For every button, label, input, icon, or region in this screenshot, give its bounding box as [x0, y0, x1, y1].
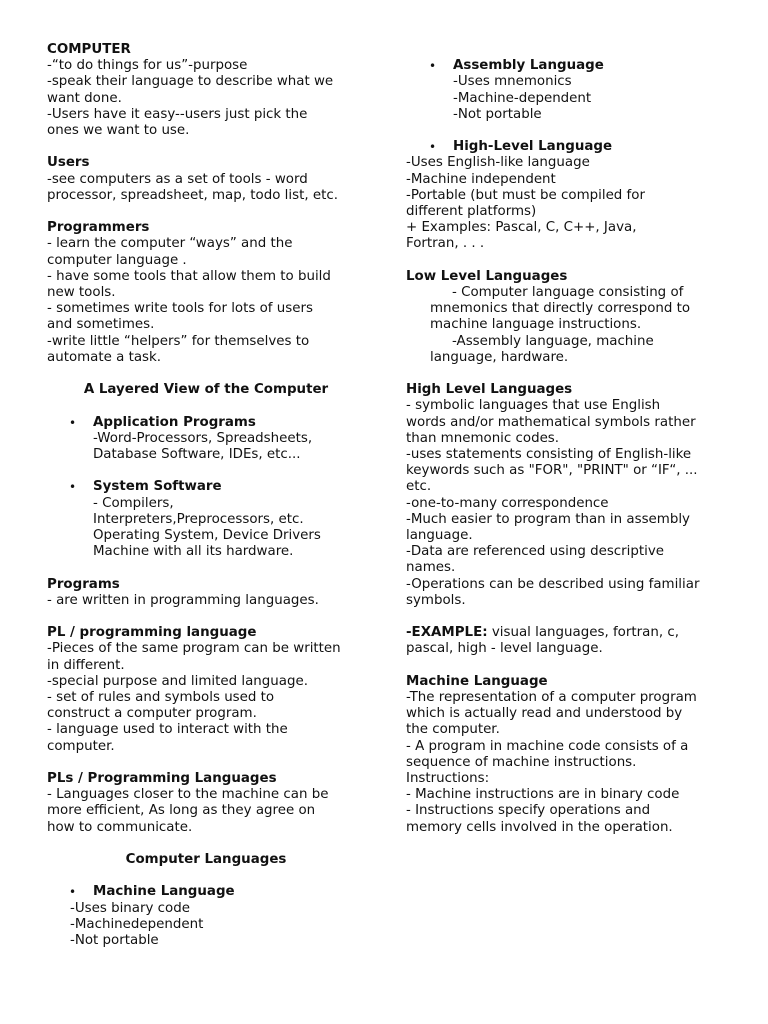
line-text: symbols. — [406, 592, 466, 608]
line-text: different platforms) — [406, 204, 537, 219]
line-text: computer language . — [47, 252, 187, 268]
text-line — [406, 512, 736, 528]
text-line — [406, 398, 736, 414]
blank-line — [406, 658, 736, 674]
text-line — [47, 933, 365, 949]
line-text: + Examples: Pascal, C, C++, Java, — [406, 220, 637, 236]
line-text: PLs / Programming Languages — [47, 771, 277, 787]
line-text: -Machine-dependent — [453, 90, 592, 106]
line-text: - Languages closer to the machine can be — [47, 787, 329, 803]
bullet-icon: • — [429, 140, 437, 155]
line-text: -Machinedependent — [70, 916, 204, 932]
line-text: -Pieces of the same program can be written — [47, 641, 341, 657]
text-line — [47, 317, 365, 333]
text-line — [47, 447, 365, 463]
line-text: -Portable (but must be compiled for — [406, 187, 645, 203]
text-line — [406, 463, 736, 479]
text-line — [47, 123, 365, 139]
text-line — [406, 496, 736, 512]
line-text: more efficient, As long as they agree on — [47, 803, 316, 819]
heading — [47, 479, 365, 495]
line-text: -Users have it easy--users just pick the — [47, 106, 308, 122]
line-text: Operating System, Device Drivers — [93, 528, 321, 544]
line-text: in different. — [47, 657, 125, 673]
line-text: - Machine instructions are in binary code — [406, 787, 680, 803]
text-line — [406, 172, 736, 188]
text-line — [47, 722, 365, 738]
text-line — [406, 317, 736, 333]
line-text: Machine with all its hardware. — [93, 544, 294, 560]
line-text: keywords such as "FOR", "PRINT" or “IF“, ... — [406, 463, 698, 479]
line-text: computer. — [47, 738, 115, 754]
blank-line — [47, 560, 365, 576]
text-line — [406, 236, 736, 252]
line-text: Instructions: — [406, 771, 490, 787]
line-text: -Data are referenced using descriptive — [406, 544, 665, 560]
right-column — [406, 42, 736, 836]
line-text: - symbolic languages that use English — [406, 398, 661, 414]
heading — [406, 58, 736, 74]
blank-line — [406, 253, 736, 269]
line-text: -one-to-many correspondence — [406, 495, 609, 511]
heading — [47, 220, 365, 236]
blank-line — [47, 868, 365, 884]
text-line — [406, 431, 736, 447]
text-line — [47, 901, 365, 917]
line-text: -Assembly language, machine — [452, 333, 654, 349]
line-text: - set of rules and symbols used to — [47, 690, 275, 706]
line-text: pascal, high - level language. — [406, 641, 603, 657]
line-text: new tools. — [47, 285, 116, 301]
line-text: Programmers — [47, 220, 150, 236]
heading — [47, 625, 365, 641]
line-text: etc. — [406, 479, 432, 495]
line-text: - Instructions specify operations and — [406, 803, 651, 819]
text-line — [406, 204, 736, 220]
text-line — [47, 658, 365, 674]
heading — [47, 42, 365, 58]
heading — [47, 382, 365, 398]
line-text: -Uses mnemonics — [453, 74, 572, 90]
text-line — [406, 447, 736, 463]
line-text: - sometimes write tools for lots of users — [47, 301, 313, 317]
text-line — [47, 334, 365, 350]
text-line — [47, 544, 365, 560]
line-text: memory cells involved in the operation. — [406, 819, 673, 835]
line-text: - Computer language consisting of — [452, 285, 684, 300]
line-text: -“to do things for us”-purpose — [47, 58, 248, 74]
line-text: Machine Language — [406, 673, 548, 689]
text-line — [406, 544, 736, 560]
text-line — [406, 690, 736, 706]
text-line — [47, 496, 365, 512]
text-line — [47, 917, 365, 933]
text-line — [47, 593, 365, 609]
line-text: ones we want to use. — [47, 123, 190, 139]
line-text: Application Programs — [93, 414, 256, 430]
line-text: -Machine independent — [406, 171, 556, 187]
line-text: language, hardware. — [430, 349, 569, 365]
line-text: construct a computer program. — [47, 706, 257, 722]
text-line — [47, 739, 365, 755]
line-text: -uses statements consisting of English-like — [406, 447, 692, 463]
bullet-icon: • — [69, 415, 77, 430]
line-text: - have some tools that allow them to build — [47, 268, 331, 284]
text-line — [47, 301, 365, 317]
line-text: -Word-Processors, Spreadsheets, — [93, 430, 313, 446]
line-text: - language used to interact with the — [47, 722, 288, 738]
line-text: Computer Languages — [125, 852, 287, 868]
line-text: Machine Language — [93, 884, 235, 900]
line-text: System Software — [93, 479, 222, 495]
line-text: Database Software, IDEs, etc... — [93, 447, 301, 463]
heading — [406, 625, 736, 641]
text-line — [406, 74, 736, 90]
line-text: -write little “helpers” for themselves to — [47, 333, 310, 349]
text-line — [406, 155, 736, 171]
text-line — [47, 236, 365, 252]
line-text: - A program in machine code consists of a — [406, 738, 689, 754]
heading — [47, 577, 365, 593]
heading — [47, 155, 365, 171]
blank-line — [47, 836, 365, 852]
text-line — [406, 803, 736, 819]
text-line — [47, 58, 365, 74]
text-line — [406, 771, 736, 787]
line-text: -special purpose and limited language. — [47, 673, 308, 689]
text-line — [406, 560, 736, 576]
text-line — [47, 269, 365, 285]
text-line — [406, 188, 736, 204]
line-text: Low Level Languages — [406, 268, 568, 284]
heading — [47, 852, 365, 868]
line-text: - are written in programming languages. — [47, 592, 319, 608]
heading — [406, 382, 736, 398]
line-text: -Much easier to program than in assembly — [406, 511, 690, 527]
line-text: language. — [406, 528, 473, 544]
line-text: names. — [406, 560, 456, 576]
line-text: Interpreters,Preprocessors, etc. — [93, 511, 304, 527]
text-line — [406, 220, 736, 236]
text-line — [47, 253, 365, 269]
blank-line — [406, 42, 736, 58]
text-line — [47, 706, 365, 722]
text-line — [406, 301, 736, 317]
line-text: automate a task. — [47, 349, 162, 365]
text-line — [47, 91, 365, 107]
text-line — [406, 528, 736, 544]
text-line — [406, 107, 736, 123]
heading — [406, 674, 736, 690]
line-text: want done. — [47, 90, 122, 106]
text-line — [47, 74, 365, 90]
line-text: COMPUTER — [47, 42, 131, 57]
line-text: A Layered View of the Computer — [83, 382, 329, 398]
line-text: -Not portable — [70, 933, 159, 949]
bullet-icon: • — [69, 885, 77, 900]
line-text-rest: visual languages, fortran, c, — [487, 625, 679, 641]
line-text: Assembly Language — [453, 58, 604, 74]
left-column — [47, 42, 365, 949]
heading — [47, 415, 365, 431]
line-text: mnemonics that directly correspond to — [430, 301, 691, 317]
blank-line — [47, 463, 365, 479]
line-text: Programs — [47, 576, 120, 592]
line-text: -Not portable — [453, 106, 542, 122]
blank-line — [406, 609, 736, 625]
line-text: Users — [47, 155, 90, 171]
text-line — [406, 722, 736, 738]
bullet-icon: • — [69, 480, 77, 495]
heading — [47, 771, 365, 787]
text-line — [47, 350, 365, 366]
blank-line — [47, 755, 365, 771]
line-text: -Uses binary code — [70, 900, 190, 916]
line-text: sequence of machine instructions. — [406, 754, 637, 770]
text-line — [406, 706, 736, 722]
text-line — [47, 690, 365, 706]
text-line — [47, 285, 365, 301]
text-line — [47, 512, 365, 528]
line-text: the computer. — [406, 722, 500, 738]
line-text: -EXAMPLE: — [406, 625, 488, 641]
text-line — [406, 577, 736, 593]
line-text: High Level Languages — [406, 382, 573, 398]
text-line — [406, 285, 736, 301]
line-text: which is actually read and understood by — [406, 706, 683, 722]
heading — [406, 139, 736, 155]
blank-line — [406, 366, 736, 382]
text-line — [47, 431, 365, 447]
blank-line — [47, 609, 365, 625]
line-text: words and/or mathematical symbols rather — [406, 414, 696, 430]
text-line — [47, 641, 365, 657]
line-text: PL / programming language — [47, 625, 257, 641]
text-line — [406, 739, 736, 755]
text-line — [406, 479, 736, 495]
blank-line — [47, 204, 365, 220]
text-line — [47, 188, 365, 204]
line-text: and sometimes. — [47, 317, 155, 333]
blank-line — [47, 366, 365, 382]
text-line — [47, 107, 365, 123]
heading — [47, 884, 365, 900]
text-line — [406, 641, 736, 657]
line-text: than mnemonic codes. — [406, 430, 560, 446]
line-text: -The representation of a computer program — [406, 690, 697, 706]
blank-line — [406, 123, 736, 139]
text-line — [406, 91, 736, 107]
blank-line — [47, 398, 365, 414]
text-line — [406, 787, 736, 803]
line-text: processor, spreadsheet, map, todo list, etc. — [47, 187, 338, 203]
heading — [406, 269, 736, 285]
line-text: Fortran, . . . — [406, 236, 485, 252]
line-text: -Operations can be described using familiar — [406, 576, 700, 592]
text-line — [406, 820, 736, 836]
text-line — [47, 528, 365, 544]
text-line — [406, 334, 736, 350]
line-text: - Compilers, — [93, 495, 174, 511]
line-text: - learn the computer “ways” and the — [47, 236, 293, 252]
line-text: -see computers as a set of tools - word — [47, 171, 308, 187]
line-text: -Uses English-like language — [406, 155, 590, 171]
text-line — [406, 593, 736, 609]
text-line — [47, 803, 365, 819]
text-line — [406, 415, 736, 431]
text-line — [406, 755, 736, 771]
text-line — [47, 674, 365, 690]
line-text: how to communicate. — [47, 819, 193, 835]
blank-line — [47, 139, 365, 155]
text-line — [47, 787, 365, 803]
text-line — [47, 172, 365, 188]
bullet-icon: • — [429, 59, 437, 74]
text-line — [47, 820, 365, 836]
line-text: High-Level Language — [453, 139, 613, 155]
text-line — [406, 350, 736, 366]
line-text: -speak their language to describe what we — [47, 74, 334, 90]
line-text: machine language instructions. — [430, 317, 642, 333]
